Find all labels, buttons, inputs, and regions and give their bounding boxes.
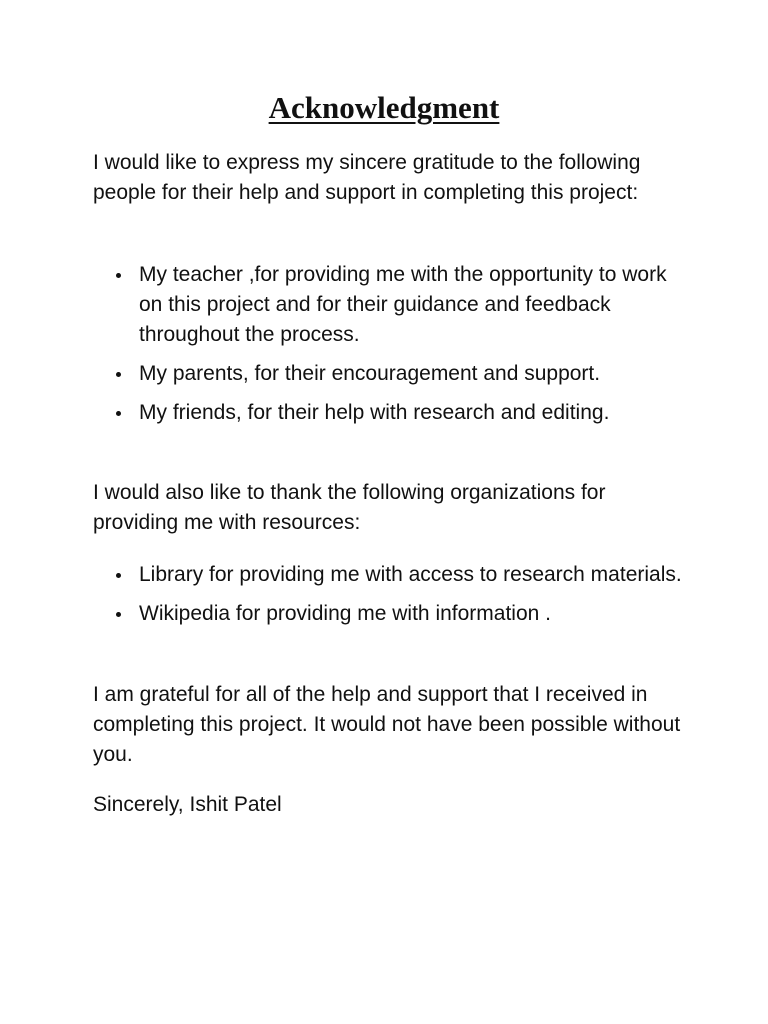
bullet-icon [116,273,121,278]
list-item-text: My teacher ,for providing me with the opportunity to work on this project and for their guidance and feedback throughout the process. [139,263,667,346]
list-item-text: My friends, for their help with research and editing. [139,401,610,424]
people-list [93,260,693,437]
organizations-intro-paragraph: I would also like to thank the following organizations for providing me with resources: [93,481,606,534]
closing-paragraph: I am grateful for all of the help and support that I received in completing this project. It would not have been possible without you. [93,683,681,766]
list-item-text: My parents, for their encouragement and support. [139,362,601,385]
list-item-text: Wikipedia for providing me with information . [139,602,552,625]
bullet-icon [116,372,121,377]
list-item [93,359,693,389]
list-item [93,398,693,428]
organizations-list [93,560,693,638]
list-item [93,260,693,350]
signature: Sincerely, Ishit Patel [93,793,282,816]
intro-paragraph: I would like to express my sincere gratitude to the following people for their help and support in completing this project: [93,151,641,204]
bullet-icon [116,573,121,578]
page-title: Acknowledgment [268,90,500,125]
list-item-text: Library for providing me with access to research materials. [139,563,682,586]
list-item [93,560,693,590]
bullet-icon [116,612,121,617]
list-item [93,599,693,629]
bullet-icon [116,411,121,416]
